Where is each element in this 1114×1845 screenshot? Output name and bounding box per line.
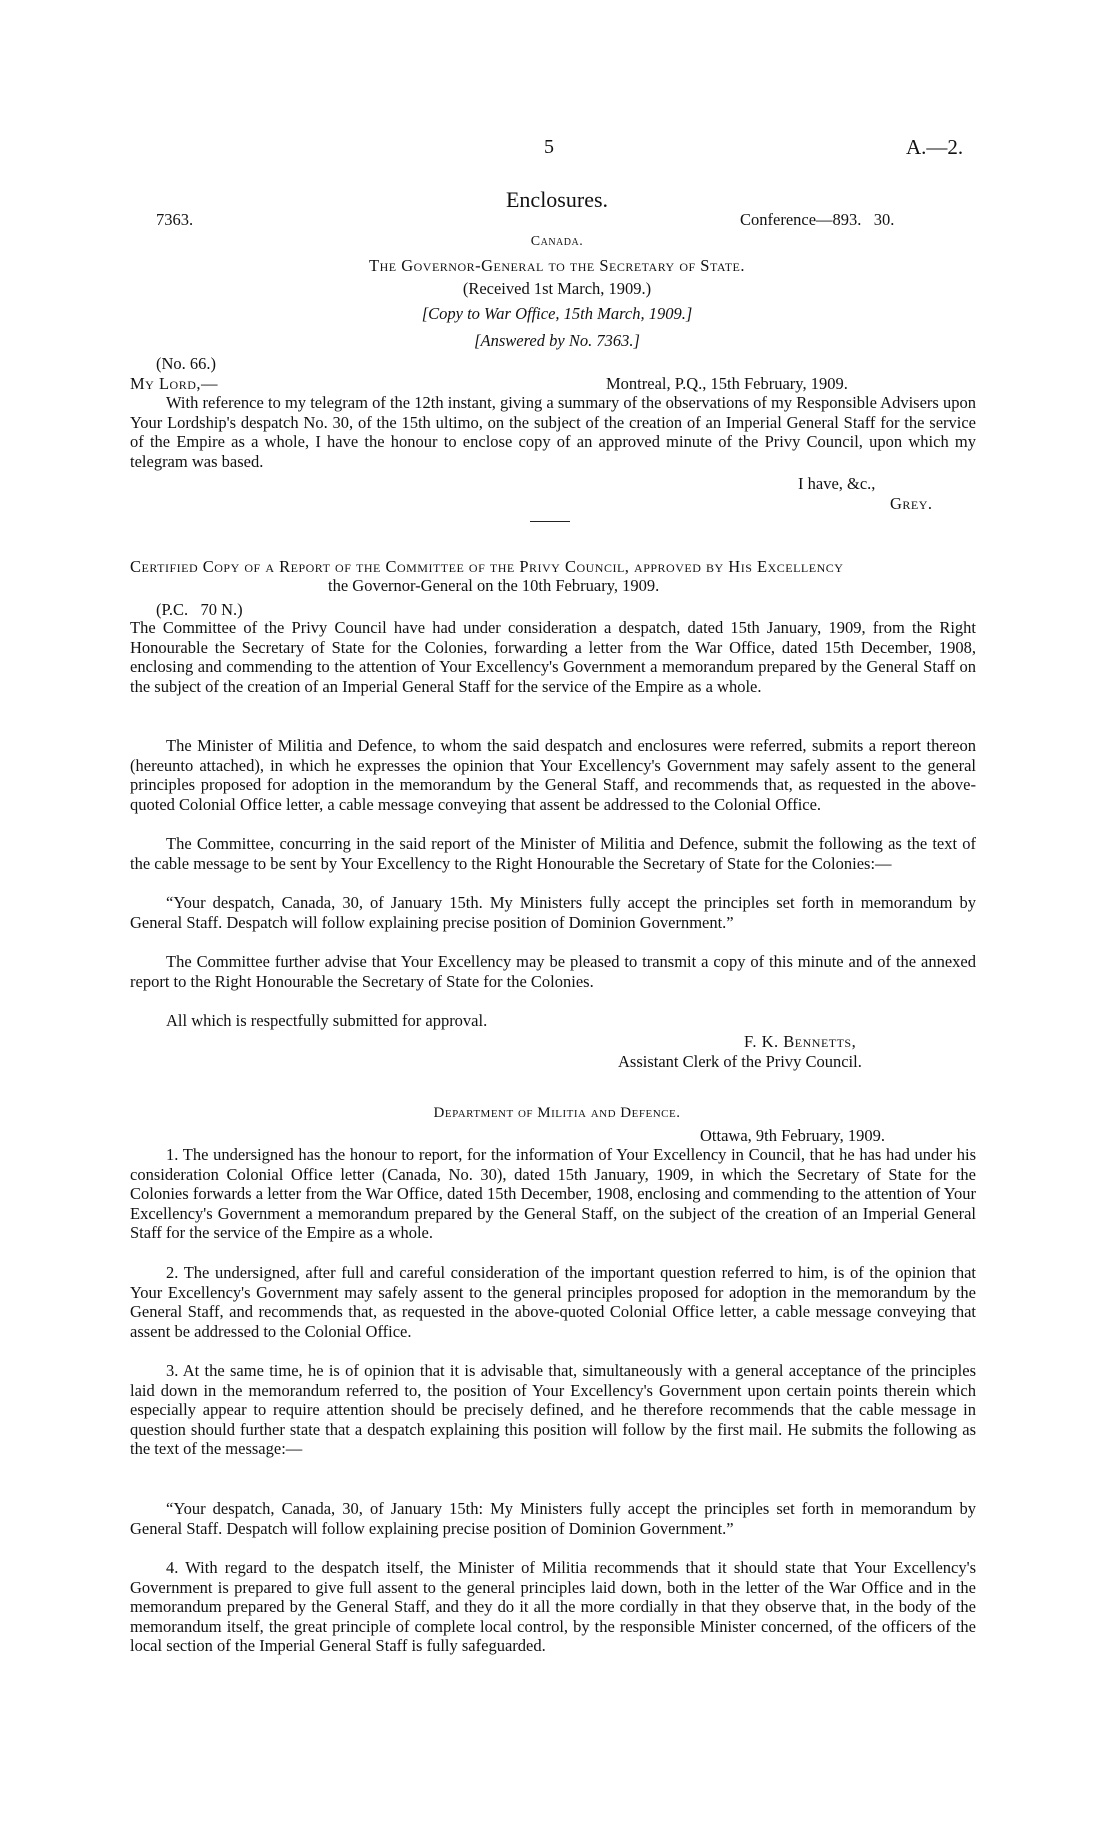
report-paragraph-2: The Minister of Militia and Defence, to whom the said despatch and enclosures were referred, submits a report thereon (hereunto attached), in which he expresses the opinion that Your Excellency's Government may safely assent to the general principles proposed for adoption in the memorandum by the General Staff, and recommends that, as requested in the above-quoted Colonial Office letter, a cable message conveying that assent be addressed to the Colonial Office.	[130, 736, 976, 814]
report-signer-title: Assistant Clerk of the Privy Council.	[618, 1052, 862, 1071]
despatch-number: (No. 66.)	[156, 354, 217, 373]
salutation: My Lord,—	[130, 374, 219, 393]
pc-number: (P.C. 70 N.)	[156, 600, 243, 619]
report-paragraph-4: The Committee further advise that Your Excellency may be pleased to transmit a copy of this minute and of the annexed report to the Right Honourable the Secretary of State for the Colonies.	[130, 952, 976, 991]
despatch-body: With reference to my telegram of the 12th instant, giving a summary of the observations of my Responsible Advisers upon Your Lordship's despatch No. 30, of the 15th ultimo, on the subject of the creation of an Imperial General Staff for the service of the Empire as a whole, I have the honour to enclose copy of an approved minute of the Privy Council, upon which my telegram was based.	[130, 393, 976, 471]
received-line: (Received 1st March, 1909.)	[462, 279, 652, 298]
despatch-place-date: Montreal, P.Q., 15th February, 1909.	[606, 374, 848, 393]
section-divider	[530, 521, 570, 522]
department-paragraph-4: 4. With regard to the despatch itself, the Minister of Militia recommends that it should state that Your Excellency's Government is prepared to give full assent to the general principles laid down, both in the letter of the War Office and in the memorandum prepared by the General Staff, and they do it all the more cordially in that they observe that, in the body of the memorandum itself, the great principle of complete local control, by the responsible Minister concerned, of the officers of the local section of the Imperial General Staff is fully safeguarded.	[130, 1558, 976, 1656]
department-place-date: Ottawa, 9th February, 1909.	[700, 1126, 885, 1145]
report-title-line1: Certified Copy of a Report of the Committee of the Privy Council, approved by His Excellency	[130, 557, 844, 576]
report-paragraph-1: The Committee of the Privy Council have had under consideration a despatch, dated 15th January, 1909, from the Right Honourable the Secretary of State for the Colonies, forwarding a letter from the War Office, dated 15th December, 1908, enclosing and commending to the attention of Your Excellency's Government a memorandum prepared by the General Staff on the subject of the creation of an Imperial General Staff for the service of the Empire as a whole.	[130, 618, 976, 696]
copy-to-line: [Copy to War Office, 15th March, 1909.]	[421, 304, 693, 323]
report-title-line2: the Governor-General on the 10th February, 1909.	[328, 576, 660, 595]
despatch-signature: Grey.	[890, 494, 933, 513]
answered-line: [Answered by No. 7363.]	[474, 331, 640, 350]
report-paragraph-5: All which is respectfully submitted for approval.	[166, 1011, 488, 1030]
section-title: Enclosures.	[505, 187, 609, 212]
colony-heading: Canada.	[530, 234, 584, 249]
despatch-closing: I have, &c.,	[798, 474, 876, 493]
sheet-reference: A.—2.	[906, 135, 964, 159]
page-number: 5	[544, 136, 554, 158]
from-to-line: The Governor-General to the Secretary of State.	[369, 256, 745, 275]
department-heading: Department of Militia and Defence.	[433, 1105, 681, 1121]
file-number: 7363.	[156, 210, 194, 229]
report-paragraph-3: The Committee, concurring in the said report of the Minister of Militia and Defence, submit the following as the text of the cable message to be sent by Your Excellency to the Right Honourable the Secretary of State for the Colonies:—	[130, 834, 976, 873]
department-paragraph-3: 3. At the same time, he is of opinion that it is advisable that, simultaneously with a general acceptance of the principles laid down in the memorandum referred to, the position of Your Excellency's Government upon certain points therein which especially appear to require attention should be precisely defined, and he therefore recommends that the cable message in question should further state that a despatch explaining this position will follow by the first mail. He submits the following as the text of the message:—	[130, 1361, 976, 1459]
department-paragraph-2: 2. The undersigned, after full and careful consideration of the important question referred to him, is of the opinion that Your Excellency's Government may safely assent to the general principles proposed for adoption in the memorandum by the General Staff, and recommends that, as requested in the above-quoted Colonial Office letter, a cable message conveying that assent be addressed to the Colonial Office.	[130, 1263, 976, 1341]
department-paragraph-1: 1. The undersigned has the honour to report, for the information of Your Excellency in Council, that he has had under his consideration Colonial Office letter (Canada, No. 30), dated 15th January, 1909, in which the Secretary of State for the Colonies forwards a letter from the War Office, dated 15th December, 1908, enclosing and commending to the attention of Your Excellency's Government a memorandum prepared by the General Staff, on the subject of the creation of an Imperial General Staff for the service of the Empire as a whole.	[130, 1145, 976, 1243]
department-quoted-message: “Your despatch, Canada, 30, of January 15th: My Ministers fully accept the principles set forth in memorandum by General Staff. Despatch will follow explaining precise position of Dominion Government.”	[130, 1499, 976, 1538]
conference-reference: Conference—893. 30.	[740, 210, 895, 229]
report-quoted-message: “Your despatch, Canada, 30, of January 15th. My Ministers fully accept the principles set forth in memorandum by General Staff. Despatch will follow explaining precise position of Dominion Government.”	[130, 893, 976, 932]
report-signer: F. K. Bennetts,	[744, 1032, 857, 1051]
